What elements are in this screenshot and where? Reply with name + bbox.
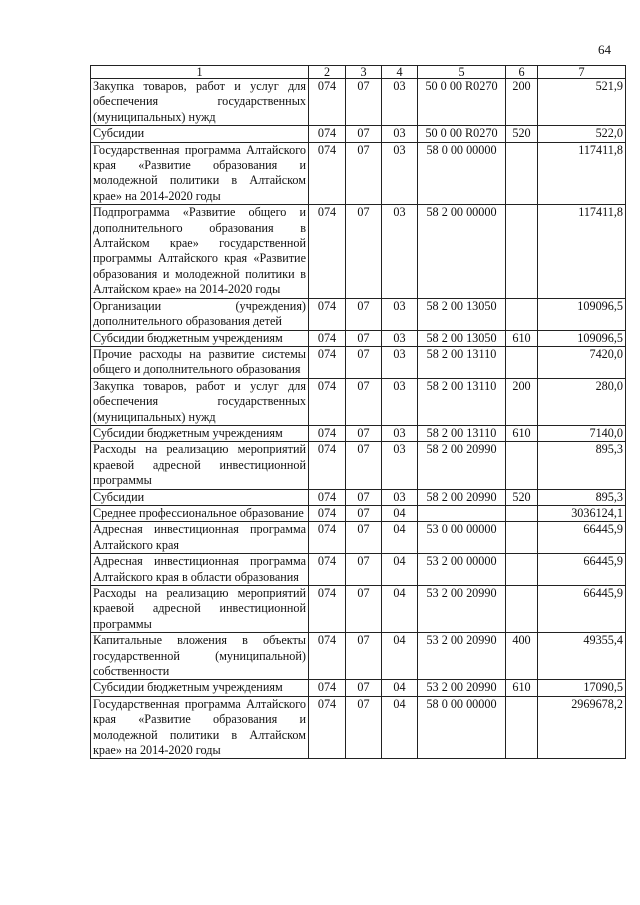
item-name: Закупка товаров, работ и услуг для обеспечения государственных (муниципальных) нужд [91,378,309,425]
ministry-code: 074 [309,330,346,346]
subsection-code: 03 [382,79,418,126]
section-code: 07 [346,680,382,696]
amount: 3036124,1 [538,505,626,521]
expense-type-code: 610 [506,680,538,696]
target-article-code: 53 2 00 20990 [418,633,506,680]
section-code: 07 [346,378,382,425]
expense-type-code [506,505,538,521]
expense-type-code [506,442,538,489]
column-header: 1 [91,66,309,79]
target-article-code: 53 2 00 20990 [418,586,506,633]
amount: 117411,8 [538,205,626,298]
target-article-code: 53 0 00 00000 [418,522,506,554]
section-code: 07 [346,425,382,441]
table-row [91,489,626,505]
ministry-code: 074 [309,554,346,586]
table-row [91,554,626,586]
item-name: Адресная инвестиционная программа Алтайского края [91,522,309,554]
target-article-code: 53 2 00 20990 [418,680,506,696]
expense-type-code [506,586,538,633]
subsection-code: 03 [382,205,418,298]
expense-type-code [506,346,538,378]
expense-type-code: 400 [506,633,538,680]
section-code: 07 [346,522,382,554]
ministry-code: 074 [309,505,346,521]
budget-table [90,65,626,759]
subsection-code: 03 [382,126,418,142]
section-code: 07 [346,586,382,633]
table-body [91,79,626,759]
amount: 2969678,2 [538,696,626,759]
amount: 66445,9 [538,586,626,633]
ministry-code: 074 [309,680,346,696]
subsection-code: 03 [382,378,418,425]
subsection-code: 03 [382,298,418,330]
section-code: 07 [346,142,382,205]
target-article-code: 58 0 00 00000 [418,142,506,205]
subsection-code: 03 [382,142,418,205]
expense-type-code: 520 [506,126,538,142]
amount: 280,0 [538,378,626,425]
amount: 66445,9 [538,522,626,554]
item-name: Закупка товаров, работ и услуг для обеспечения государственных (муниципальных) нужд [91,79,309,126]
table-row [91,442,626,489]
ministry-code: 074 [309,586,346,633]
section-code: 07 [346,489,382,505]
ministry-code: 074 [309,522,346,554]
section-code: 07 [346,505,382,521]
subsection-code: 03 [382,442,418,489]
section-code: 07 [346,330,382,346]
item-name: Среднее профессиональное образование [91,505,309,521]
item-name: Государственная программа Алтайского края «Развитие образования и молодежной политики в Алтайском крае» на 2014-2020 годы [91,696,309,759]
ministry-code: 074 [309,205,346,298]
item-name: Организации (учреждения) дополнительного образования детей [91,298,309,330]
subsection-code: 03 [382,330,418,346]
ministry-code: 074 [309,378,346,425]
amount: 109096,5 [538,298,626,330]
expense-type-code [506,696,538,759]
ministry-code: 074 [309,489,346,505]
amount: 109096,5 [538,330,626,346]
target-article-code: 58 2 00 13110 [418,346,506,378]
column-header: 5 [418,66,506,79]
expense-type-code [506,522,538,554]
item-name: Прочие расходы на развитие системы общего и дополнительного образования [91,346,309,378]
item-name: Государственная программа Алтайского края «Развитие образования и молодежной политики в Алтайском крае» на 2014-2020 годы [91,142,309,205]
item-name: Адресная инвестиционная программа Алтайского края в области образования [91,554,309,586]
expense-type-code: 610 [506,425,538,441]
table-row [91,346,626,378]
target-article-code: 58 2 00 13050 [418,330,506,346]
ministry-code: 074 [309,696,346,759]
item-name: Субсидии бюджетным учреждениям [91,425,309,441]
subsection-code: 04 [382,586,418,633]
ministry-code: 074 [309,79,346,126]
header-row [91,66,626,79]
amount: 7420,0 [538,346,626,378]
table-row [91,126,626,142]
item-name: Субсидии бюджетным учреждениям [91,330,309,346]
item-name: Субсидии [91,126,309,142]
target-article-code: 58 0 00 00000 [418,696,506,759]
column-header: 2 [309,66,346,79]
ministry-code: 074 [309,442,346,489]
expense-type-code [506,205,538,298]
section-code: 07 [346,442,382,489]
expense-type-code [506,554,538,586]
table-row [91,79,626,126]
subsection-code: 03 [382,489,418,505]
page-number: 64 [598,42,611,57]
subsection-code: 04 [382,680,418,696]
subsection-code: 04 [382,505,418,521]
table-row [91,522,626,554]
amount: 7140,0 [538,425,626,441]
subsection-code: 04 [382,554,418,586]
target-article-code: 58 2 00 13050 [418,298,506,330]
expense-type-code: 520 [506,489,538,505]
target-article-code: 58 2 00 13110 [418,425,506,441]
amount: 49355,4 [538,633,626,680]
table-row [91,298,626,330]
section-code: 07 [346,633,382,680]
target-article-code: 50 0 00 R0270 [418,126,506,142]
target-article-code: 58 2 00 20990 [418,489,506,505]
subsection-code: 04 [382,633,418,680]
item-name: Капитальные вложения в объекты государственной (муниципальной) собственности [91,633,309,680]
section-code: 07 [346,298,382,330]
section-code: 07 [346,205,382,298]
amount: 17090,5 [538,680,626,696]
table-row [91,425,626,441]
expense-type-code [506,142,538,205]
section-code: 07 [346,126,382,142]
target-article-code: 58 2 00 13110 [418,378,506,425]
item-name: Подпрограмма «Развитие общего и дополнительного образования в Алтайском крае» государственной программы Алтайского края «Развитие образования и молодежной политики в Алтайском крае» на 2014-2020 годы [91,205,309,298]
table-row [91,505,626,521]
ministry-code: 074 [309,142,346,205]
expense-type-code: 200 [506,79,538,126]
amount: 895,3 [538,442,626,489]
subsection-code: 04 [382,522,418,554]
section-code: 07 [346,554,382,586]
target-article-code: 58 2 00 20990 [418,442,506,489]
table-row [91,586,626,633]
section-code: 07 [346,79,382,126]
subsection-code: 04 [382,696,418,759]
item-name: Расходы на реализацию мероприятий краевой адресной инвестиционной программы [91,442,309,489]
target-article-code: 50 0 00 R0270 [418,79,506,126]
table-row [91,680,626,696]
table-row [91,378,626,425]
amount: 117411,8 [538,142,626,205]
section-code: 07 [346,696,382,759]
subsection-code: 03 [382,425,418,441]
column-header: 6 [506,66,538,79]
subsection-code: 03 [382,346,418,378]
table-row [91,330,626,346]
section-code: 07 [346,346,382,378]
amount: 522,0 [538,126,626,142]
column-header: 4 [382,66,418,79]
table-row [91,696,626,759]
item-name: Субсидии бюджетным учреждениям [91,680,309,696]
table-row [91,142,626,205]
amount: 895,3 [538,489,626,505]
table-row [91,205,626,298]
column-header: 7 [538,66,626,79]
expense-type-code: 610 [506,330,538,346]
table-row [91,633,626,680]
expense-type-code [506,298,538,330]
expense-type-code: 200 [506,378,538,425]
column-header: 3 [346,66,382,79]
amount: 521,9 [538,79,626,126]
target-article-code: 53 2 00 00000 [418,554,506,586]
item-name: Субсидии [91,489,309,505]
target-article-code: 58 2 00 00000 [418,205,506,298]
amount: 66445,9 [538,554,626,586]
ministry-code: 074 [309,425,346,441]
target-article-code [418,505,506,521]
ministry-code: 074 [309,298,346,330]
ministry-code: 074 [309,126,346,142]
ministry-code: 074 [309,633,346,680]
item-name: Расходы на реализацию мероприятий краевой адресной инвестиционной программы [91,586,309,633]
ministry-code: 074 [309,346,346,378]
